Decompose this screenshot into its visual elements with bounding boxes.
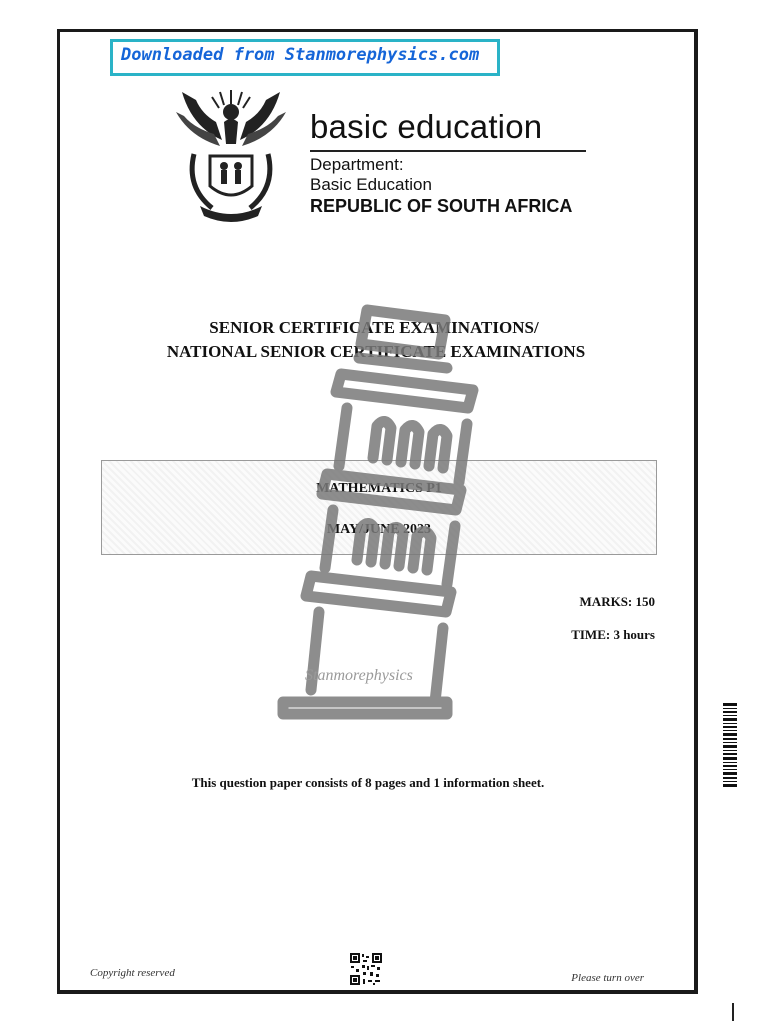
exam-duration: TIME: 3 hours: [571, 627, 655, 642]
page-count-note: This question paper consists of 8 pages and 1 information sheet.: [191, 775, 545, 790]
subject-name: MATHEMATICS P1: [316, 481, 442, 496]
exam-session: MAY/JUNE 2023: [326, 522, 432, 537]
brand-title: basic education: [310, 108, 543, 145]
country-name: REPUBLIC OF SOUTH AFRICA: [310, 196, 573, 216]
brand-divider: [310, 150, 586, 152]
leaning-tower-icon: [275, 298, 495, 722]
exam-title-line-1: SENIOR CERTIFICATE EXAMINATIONS/: [209, 318, 539, 337]
barcode-icon: [723, 703, 737, 787]
qr-code-icon: [349, 952, 383, 986]
scan-edge-mark: [732, 1003, 734, 1021]
turn-over-note: Please turn over: [571, 972, 644, 984]
coat-of-arms-icon: [172, 82, 290, 224]
copyright-notice: Copyright reserved: [90, 967, 175, 979]
department-label: Department:: [310, 155, 404, 174]
department-name: Basic Education: [310, 175, 432, 194]
watermark-label: Stanmorephysics: [305, 667, 413, 684]
download-banner-link[interactable]: Downloaded from Stanmorephysics.com: [110, 39, 500, 76]
marks-total: MARKS: 150: [579, 594, 655, 609]
exam-title-line-2: NATIONAL SENIOR CERTIFICATE EXAMINATIONS: [166, 342, 586, 361]
